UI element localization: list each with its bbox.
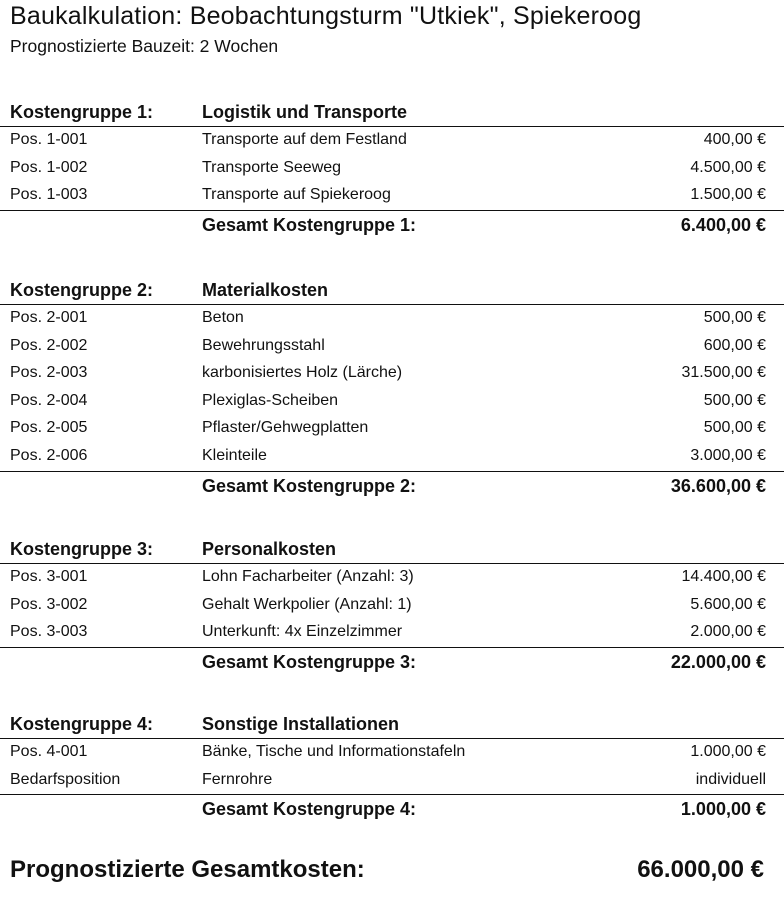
position-description: Pflaster/Gehwegplatten [202,419,369,437]
position-description: Bänke, Tische und Informationstafeln [202,743,466,760]
group-total-value: 6.400,00 € [680,214,766,235]
document-subtitle: Prognostizierte Bauzeit: 2 Wochen [10,36,279,56]
position-amount: 14.400,00 € [681,568,766,585]
position-description: Plexiglas-Scheiben [202,391,339,409]
position-amount: 500,00 € [703,309,766,326]
position-amount: 1.000,00 € [690,743,766,760]
group-total-value: 36.600,00 € [670,475,766,496]
group-header [0,537,784,564]
group-header [0,100,784,127]
group-label: Kostengruppe 3: [10,539,154,559]
position-number: Pos. 2-005 [10,419,88,437]
position-number: Pos. 2-004 [10,391,88,409]
position-description: Unterkunft: 4x Einzelzimmer [202,623,403,641]
group-total-value: 22.000,00 € [670,651,766,672]
position-number: Pos. 1-001 [10,131,88,148]
position-number: Pos. 3-001 [10,568,88,585]
position-amount: 500,00 € [703,391,766,409]
group-name: Logistik und Transporte [202,102,408,122]
position-number: Pos. 3-002 [10,595,88,613]
table-row [0,564,784,592]
position-description: karbonisiertes Holz (Lärche) [202,364,403,382]
cost-group-2 [0,278,784,502]
position-amount: 2.000,00 € [690,623,766,641]
position-amount: 400,00 € [703,131,766,148]
group-total-label: Gesamt Kostengruppe 3: [202,651,417,672]
position-amount: 500,00 € [703,419,766,437]
position-amount: 4.500,00 € [690,158,766,176]
table-row [0,360,784,388]
position-description: Beton [202,309,244,326]
group-header [0,278,784,305]
group-label: Kostengruppe 1: [10,102,154,122]
position-description: Transporte auf Spiekeroog [202,186,391,204]
position-description: Fernrohre [202,770,273,788]
group-total-row [0,471,784,502]
cost-group-1 [0,100,784,241]
table-row [0,415,784,443]
group-name: Materialkosten [202,280,329,300]
position-number: Pos. 2-001 [10,309,88,326]
position-description: Lohn Facharbeiter (Anzahl: 3) [202,568,414,585]
group-total-label: Gesamt Kostengruppe 2: [202,475,417,496]
position-number: Bedarfsposition [10,770,121,788]
grand-total [0,854,784,894]
table-row [0,739,784,767]
position-amount: 5.600,00 € [690,595,766,613]
table-row [0,155,784,183]
position-description: Kleinteile [202,446,267,464]
group-name: Personalkosten [202,539,337,559]
table-row [0,388,784,416]
cost-group-3 [0,537,784,678]
position-amount: individuell [695,770,766,788]
group-total-value: 1.000,00 € [680,799,766,820]
group-total-row [0,794,784,825]
position-number: Pos. 2-003 [10,364,88,382]
grand-total-value: 66.000,00 € [637,856,764,883]
table-row [0,333,784,361]
group-label: Kostengruppe 2: [10,280,154,300]
table-row [0,619,784,647]
table-row [0,127,784,155]
position-amount: 3.000,00 € [690,446,766,464]
group-total-row [0,210,784,241]
position-amount: 600,00 € [703,336,766,354]
group-total-label: Gesamt Kostengruppe 4: [202,799,417,820]
group-name: Sonstige Installationen [202,714,400,734]
position-number: Pos. 1-002 [10,158,88,176]
position-number: Pos. 3-003 [10,623,88,641]
group-header [0,712,784,739]
group-total-row [0,647,784,678]
table-row [0,767,784,795]
position-number: Pos. 2-006 [10,446,88,464]
table-row [0,443,784,471]
grand-total-label: Prognostizierte Gesamtkosten: [10,856,365,883]
table-row [0,182,784,210]
position-amount: 1.500,00 € [690,186,766,204]
position-description: Bewehrungsstahl [202,336,325,354]
position-number: Pos. 4-001 [10,743,88,760]
group-total-label: Gesamt Kostengruppe 1: [202,214,417,235]
position-description: Transporte auf dem Festland [202,131,407,148]
document-title: Baukalkulation: Beobachtungsturm "Utkiek", Spiekeroog [10,2,642,30]
position-number: Pos. 1-003 [10,186,88,204]
table-row [0,305,784,333]
position-description: Gehalt Werkpolier (Anzahl: 1) [202,595,412,613]
position-amount: 31.500,00 € [681,364,766,382]
cost-group-4 [0,712,784,825]
group-label: Kostengruppe 4: [10,714,154,734]
table-row [0,592,784,620]
position-number: Pos. 2-002 [10,336,88,354]
position-description: Transporte Seeweg [202,158,342,176]
